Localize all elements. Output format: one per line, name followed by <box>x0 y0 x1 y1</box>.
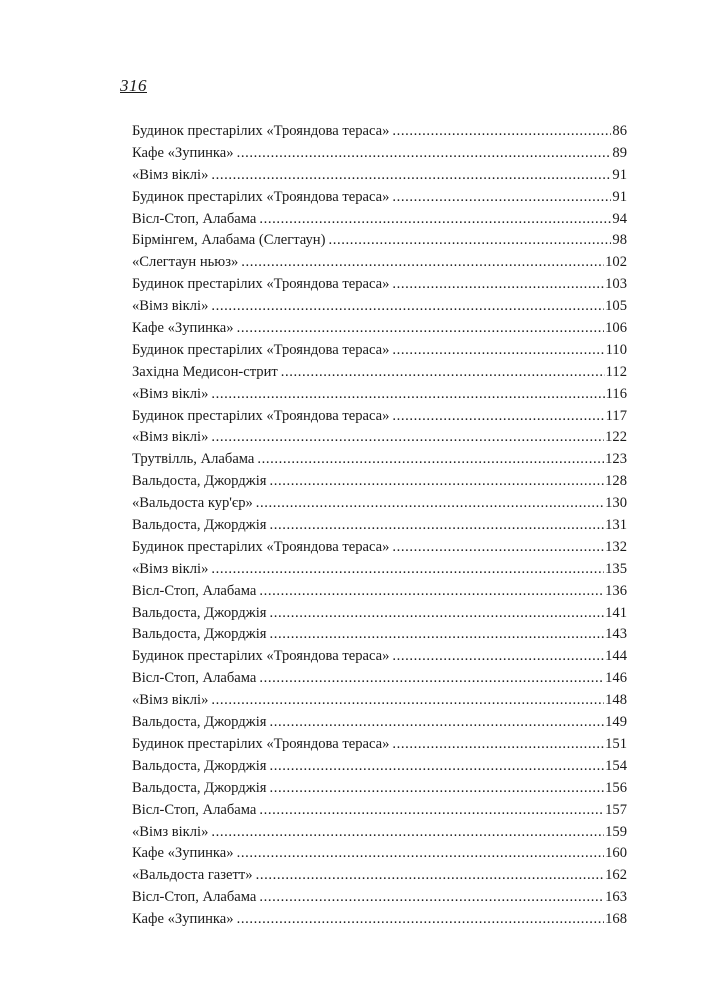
toc-entry-title: Вісл-Стоп, Алабама <box>132 889 257 906</box>
toc-entry-page: 157 <box>605 801 627 818</box>
toc-entry-page: 105 <box>605 298 627 315</box>
toc-entry-page: 168 <box>605 911 627 928</box>
toc-entry-page: 148 <box>605 692 627 709</box>
toc-entry <box>132 252 627 274</box>
dot-leader <box>270 603 605 625</box>
toc-entry <box>132 340 627 362</box>
toc-entry <box>132 581 627 603</box>
toc-entry-page: 98 <box>612 232 627 249</box>
toc-entry-title: Вісл-Стоп, Алабама <box>132 210 257 227</box>
dot-leader <box>392 274 604 296</box>
toc-entry <box>132 624 627 646</box>
toc-entry-title: Будинок престарілих «Трояндова тераса» <box>132 276 390 293</box>
toc-entry-title: «Вімз віклі» <box>132 823 209 840</box>
toc-entry <box>132 843 627 865</box>
dot-leader <box>392 340 604 362</box>
toc-entry-title: Вальдоста, Джорджія <box>132 626 267 643</box>
toc-entry-title: Західна Медисон-стрит <box>132 363 278 380</box>
toc-entry-title: Будинок престарілих «Трояндова тераса» <box>132 735 390 752</box>
toc-entry <box>132 887 627 909</box>
toc-entry <box>132 756 627 778</box>
toc-entry-title: Кафе «Зупинка» <box>132 845 234 862</box>
toc-entry-page: 94 <box>612 210 627 227</box>
dot-leader <box>211 165 611 187</box>
toc-entry-title: Вісл-Стоп, Алабама <box>132 801 257 818</box>
toc-entry-page: 156 <box>605 779 627 796</box>
toc-entry-page: 146 <box>605 670 627 687</box>
toc-entry-page: 128 <box>605 473 627 490</box>
dot-leader <box>259 581 604 603</box>
dot-leader <box>270 756 605 778</box>
toc-entry-title: Будинок престарілих «Трояндова тераса» <box>132 188 390 205</box>
toc-entry-title: Бірмінгем, Алабама (Слегтаун) <box>132 232 326 249</box>
toc-entry <box>132 515 627 537</box>
toc-entry <box>132 427 627 449</box>
toc-entry-title: Трутвілль, Алабама <box>132 451 255 468</box>
toc-entry-page: 91 <box>612 166 627 183</box>
table-of-contents <box>132 121 627 931</box>
toc-entry-title: «Слегтаун ньюз» <box>132 254 239 271</box>
toc-entry <box>132 800 627 822</box>
toc-entry <box>132 690 627 712</box>
toc-entry-page: 116 <box>605 385 627 402</box>
toc-entry-title: Будинок престарілих «Трояндова тераса» <box>132 123 390 139</box>
toc-entry-page: 117 <box>605 407 627 424</box>
toc-entry <box>132 143 627 165</box>
toc-entry <box>132 712 627 734</box>
toc-entry-title: Вальдоста, Джорджія <box>132 604 267 621</box>
toc-entry-page: 162 <box>605 867 627 884</box>
toc-entry-title: Кафе «Зупинка» <box>132 144 234 161</box>
toc-entry <box>132 865 627 887</box>
toc-entry-title: Вісл-Стоп, Алабама <box>132 670 257 687</box>
dot-leader <box>328 230 611 252</box>
dot-leader <box>211 296 604 318</box>
toc-entry <box>132 230 627 252</box>
dot-leader <box>259 887 604 909</box>
toc-entry-page: 130 <box>605 495 627 512</box>
toc-entry-page: 86 <box>612 123 627 139</box>
toc-entry <box>132 646 627 668</box>
toc-entry-page: 163 <box>605 889 627 906</box>
dot-leader <box>211 690 604 712</box>
toc-entry-page: 149 <box>605 714 627 731</box>
dot-leader <box>270 471 605 493</box>
dot-leader <box>392 121 611 143</box>
toc-entry-title: Будинок престарілих «Трояндова тераса» <box>132 407 390 424</box>
toc-entry <box>132 274 627 296</box>
toc-entry <box>132 406 627 428</box>
toc-entry-page: 160 <box>605 845 627 862</box>
dot-leader <box>241 252 604 274</box>
toc-entry-page: 89 <box>612 144 627 161</box>
toc-entry-page: 144 <box>605 648 627 665</box>
dot-leader <box>392 406 604 428</box>
toc-entry-title: «Вімз віклі» <box>132 692 209 709</box>
toc-entry-page: 136 <box>605 582 627 599</box>
toc-entry-title: «Вімз віклі» <box>132 560 209 577</box>
dot-leader <box>237 143 612 165</box>
toc-entry-title: Вальдоста, Джорджія <box>132 517 267 534</box>
toc-entry-page: 123 <box>605 451 627 468</box>
toc-entry-page: 141 <box>605 604 627 621</box>
toc-entry-page: 106 <box>605 320 627 337</box>
toc-entry <box>132 668 627 690</box>
toc-entry-title: Кафе «Зупинка» <box>132 911 234 928</box>
toc-entry <box>132 384 627 406</box>
dot-leader <box>270 712 605 734</box>
dot-leader <box>270 515 605 537</box>
toc-entry-title: Будинок престарілих «Трояндова тераса» <box>132 341 390 358</box>
dot-leader <box>211 559 604 581</box>
dot-leader <box>392 187 611 209</box>
toc-entry-page: 151 <box>605 735 627 752</box>
toc-entry <box>132 209 627 231</box>
toc-entry <box>132 296 627 318</box>
dot-leader <box>237 843 605 865</box>
toc-entry-page: 131 <box>605 517 627 534</box>
toc-entry <box>132 778 627 800</box>
dot-leader <box>256 493 604 515</box>
toc-entry-title: «Вімз віклі» <box>132 385 209 402</box>
toc-entry-title: Вальдоста, Джорджія <box>132 714 267 731</box>
toc-entry <box>132 537 627 559</box>
toc-entry <box>132 187 627 209</box>
dot-leader <box>237 318 605 340</box>
toc-entry <box>132 734 627 756</box>
toc-entry <box>132 165 627 187</box>
toc-entry-page: 143 <box>605 626 627 643</box>
toc-entry <box>132 471 627 493</box>
dot-leader <box>259 668 604 690</box>
toc-entry-title: «Вальдоста газетт» <box>132 867 253 884</box>
dot-leader <box>259 209 611 231</box>
toc-entry-title: Будинок престарілих «Трояндова тераса» <box>132 648 390 665</box>
toc-entry-title: «Вімз віклі» <box>132 429 209 446</box>
toc-entry-page: 159 <box>605 823 627 840</box>
toc-entry-page: 103 <box>605 276 627 293</box>
toc-entry-title: «Вальдоста кур'єр» <box>132 495 253 512</box>
toc-entry-title: Будинок престарілих «Трояндова тераса» <box>132 538 390 555</box>
toc-entry-page: 122 <box>605 429 627 446</box>
dot-leader <box>281 362 605 384</box>
toc-entry <box>132 318 627 340</box>
toc-entry <box>132 362 627 384</box>
dot-leader <box>392 734 604 756</box>
toc-entry-page: 132 <box>605 538 627 555</box>
dot-leader <box>256 865 605 887</box>
dot-leader <box>211 427 604 449</box>
toc-entry <box>132 603 627 625</box>
dot-leader <box>392 646 604 668</box>
toc-entry-page: 154 <box>605 757 627 774</box>
toc-entry-title: «Вімз віклі» <box>132 166 209 183</box>
page-number: 316 <box>120 76 147 95</box>
toc-entry-page: 135 <box>605 560 627 577</box>
dot-leader <box>237 909 605 931</box>
toc-entry-page: 110 <box>605 341 627 358</box>
toc-entry <box>132 559 627 581</box>
toc-entry <box>132 909 627 931</box>
toc-entry-page: 91 <box>612 188 627 205</box>
toc-entry-title: Вальдоста, Джорджія <box>132 757 267 774</box>
toc-entry <box>132 121 627 143</box>
dot-leader <box>259 800 604 822</box>
dot-leader <box>211 822 604 844</box>
toc-entry-page: 112 <box>605 363 627 380</box>
toc-entry-page: 102 <box>605 254 627 271</box>
toc-entry-title: Вальдоста, Джорджія <box>132 473 267 490</box>
toc-entry-title: «Вімз віклі» <box>132 298 209 315</box>
toc-entry <box>132 822 627 844</box>
toc-entry <box>132 493 627 515</box>
toc-entry-title: Кафе «Зупинка» <box>132 320 234 337</box>
dot-leader <box>270 624 605 646</box>
dot-leader <box>392 537 604 559</box>
dot-leader <box>257 449 604 471</box>
toc-entry <box>132 449 627 471</box>
dot-leader <box>211 384 604 406</box>
toc-entry-title: Вісл-Стоп, Алабама <box>132 582 257 599</box>
dot-leader <box>270 778 605 800</box>
toc-entry-title: Вальдоста, Джорджія <box>132 779 267 796</box>
